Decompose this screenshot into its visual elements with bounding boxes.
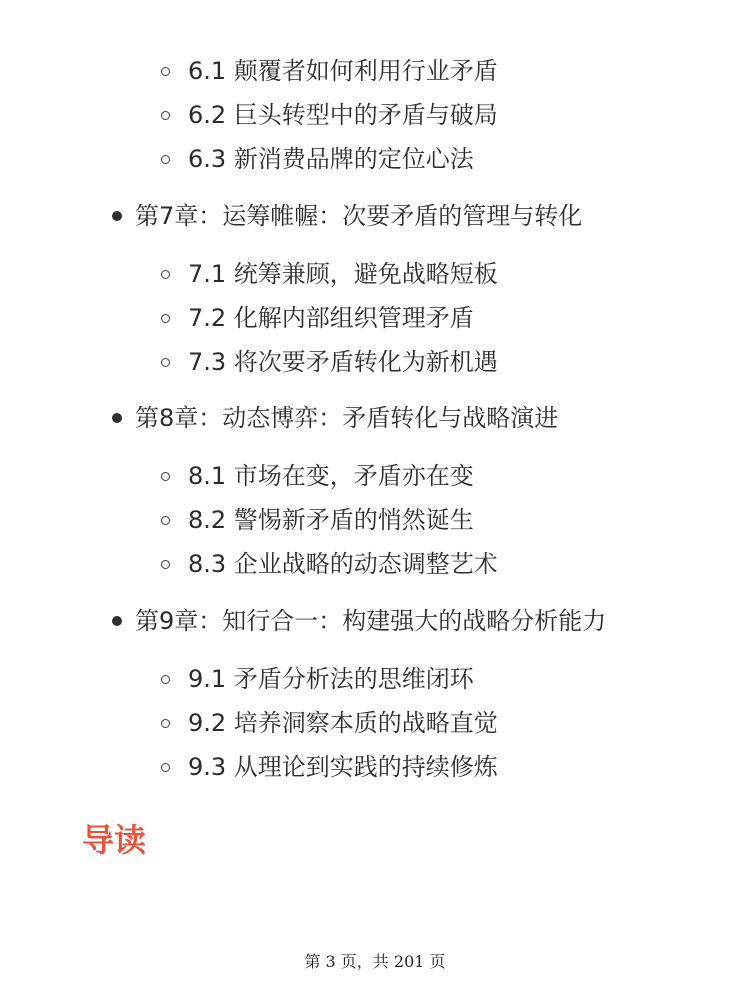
hollow-bullet-icon	[161, 719, 170, 728]
hollow-bullet-icon	[161, 314, 170, 323]
hollow-bullet-icon	[161, 155, 170, 164]
hollow-bullet-icon	[161, 472, 170, 481]
hollow-bullet-icon	[161, 763, 170, 772]
solid-bullet-icon	[112, 211, 122, 221]
toc-subitem: 6.2 巨头转型中的矛盾与破局	[188, 101, 498, 129]
toc-subitem: 9.1 矛盾分析法的思维闭环	[188, 665, 474, 693]
hollow-bullet-icon	[161, 111, 170, 120]
toc-subitem: 7.3 将次要矛盾转化为新机遇	[188, 348, 498, 376]
toc-chapter: 第7章：运筹帷幄：次要矛盾的管理与转化	[135, 202, 583, 230]
page-number-footer: 第 3 页，共 201 页	[304, 952, 446, 971]
hollow-bullet-icon	[161, 67, 170, 76]
toc-subitem: 6.1 颠覆者如何利用行业矛盾	[188, 57, 498, 85]
toc-subitem: 7.2 化解内部组织管理矛盾	[188, 304, 474, 332]
toc-chapter: 第8章：动态博弈：矛盾转化与战略演进	[135, 404, 559, 432]
toc-subitem: 6.3 新消费品牌的定位心法	[188, 145, 474, 173]
hollow-bullet-icon	[161, 560, 170, 569]
hollow-bullet-icon	[161, 516, 170, 525]
toc-subitem: 9.2 培养洞察本质的战略直觉	[188, 709, 498, 737]
toc-subitem: 9.3 从理论到实践的持续修炼	[188, 753, 498, 781]
solid-bullet-icon	[112, 413, 122, 423]
solid-bullet-icon	[112, 616, 122, 626]
toc-subitem: 8.1 市场在变，矛盾亦在变	[188, 462, 474, 490]
toc-subitem: 8.3 企业战略的动态调整艺术	[188, 550, 498, 578]
toc-subitem: 8.2 警惕新矛盾的悄然诞生	[188, 506, 474, 534]
hollow-bullet-icon	[161, 270, 170, 279]
hollow-bullet-icon	[161, 675, 170, 684]
section-heading: 导读	[82, 821, 147, 859]
hollow-bullet-icon	[161, 358, 170, 367]
toc-chapter: 第9章：知行合一：构建强大的战略分析能力	[135, 607, 607, 635]
toc-subitem: 7.1 统筹兼顾，避免战略短板	[188, 260, 498, 288]
